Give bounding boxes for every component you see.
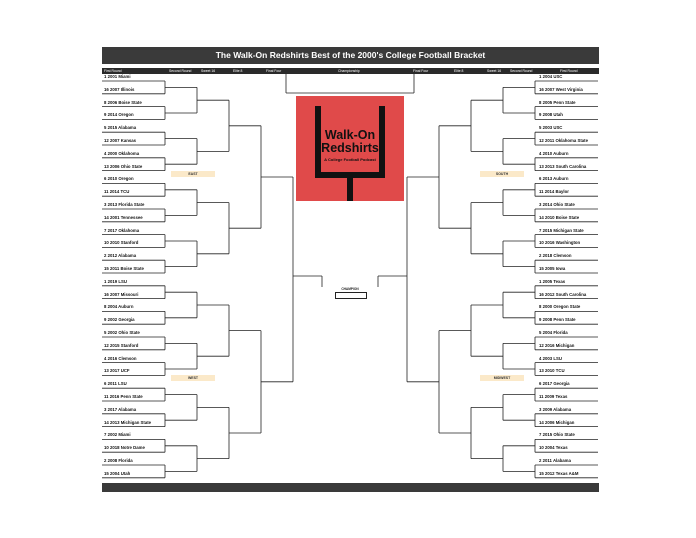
round-label: Sweet 16	[487, 69, 502, 73]
right-team-slot[interactable]: 5 2003 USC	[539, 125, 563, 131]
logo-line-2: Redshirts	[321, 141, 379, 155]
left-team-slot[interactable]: 4 2016 Clemson	[104, 355, 137, 361]
left-team-slot[interactable]: 11 2016 Penn State	[104, 394, 143, 399]
left-team-slot[interactable]: 9 2014 Oregon	[104, 112, 134, 118]
region-label-midwest: MIDWEST	[480, 375, 524, 381]
right-team-slot[interactable]: 7 2015 Ohio State	[539, 432, 575, 438]
logo-line-1: Walk-On	[324, 128, 376, 142]
left-team-slot[interactable]: 13 2017 UCF	[104, 368, 130, 374]
right-team-slot[interactable]: 6 2017 Georgia	[539, 381, 570, 387]
right-team-slot[interactable]: 8 2005 Penn State	[539, 99, 576, 105]
left-team-slot[interactable]: 2 2008 Florida	[104, 458, 133, 463]
left-team-slot[interactable]: 13 2006 Ohio State	[104, 163, 143, 169]
right-team-slot[interactable]: 10 2016 Washington	[539, 240, 581, 246]
left-team-slot[interactable]: 5 2015 Alabama	[104, 125, 137, 131]
left-team-slot[interactable]: 7 2002 Miami	[104, 432, 131, 438]
right-team-slot[interactable]: 2 2011 Alabama	[539, 458, 571, 463]
left-team-slot[interactable]: 6 2011 LSU	[104, 381, 127, 387]
left-team-slot[interactable]: 14 2001 Tennessee	[104, 214, 143, 220]
region-label-south: SOUTH	[480, 171, 524, 177]
right-team-slot[interactable]: 4 2010 Auburn	[539, 150, 569, 156]
left-team-slot[interactable]: 2 2012 Alabama	[104, 253, 137, 259]
right-team-slot[interactable]: 13 2010 TCU	[539, 368, 565, 374]
page-title: The Walk-On Redshirts Best of the 2000's College Football Bracket	[102, 47, 599, 64]
left-team-slot[interactable]: 14 2013 Michigan State	[104, 419, 152, 425]
right-team-slot[interactable]: 9 2008 Utah	[539, 112, 563, 118]
round-label-championship: Championship	[338, 69, 360, 73]
champion-box[interactable]	[335, 292, 367, 299]
right-team-slot[interactable]: 3 2014 Ohio State	[539, 202, 575, 207]
champion-label: CHAMPION	[341, 287, 359, 291]
round-label: First Round	[560, 69, 578, 73]
right-team-slot[interactable]: 14 2010 Boise State	[539, 214, 580, 220]
right-team-slot[interactable]: 5 2004 Florida	[539, 330, 568, 335]
right-team-slot[interactable]: 7 2015 Michigan State	[539, 227, 584, 233]
round-label: Final Four	[413, 69, 429, 73]
left-team-slot[interactable]: 10 2018 Notre Dame	[104, 445, 145, 451]
region-label-east: EAST	[171, 171, 215, 177]
left-team-slot[interactable]: 4 2000 Oklahoma	[104, 150, 140, 156]
round-label: Second Round	[169, 69, 192, 73]
right-team-slot[interactable]: 8 2000 Oregon State	[539, 304, 581, 310]
right-team-slot[interactable]: 11 2009 Texas	[539, 394, 568, 399]
left-team-slot[interactable]: 16 2007 Illinois	[104, 86, 135, 92]
walk-on-redshirts-logo	[296, 96, 404, 201]
left-team-slot[interactable]: 16 2007 Missouri	[104, 291, 139, 297]
right-team-slot[interactable]: 9 2008 Penn State	[539, 317, 576, 323]
left-team-slot[interactable]: 6 2010 Oregon	[104, 176, 134, 182]
round-label: Sweet 16	[201, 69, 216, 73]
right-team-slot[interactable]: 10 2004 Texas	[539, 445, 568, 451]
logo-tagline: A College Football Podcast	[324, 157, 376, 162]
right-team-slot[interactable]: 1 2005 Texas	[539, 278, 566, 284]
left-team-slot[interactable]: 3 2013 Florida State	[104, 202, 145, 207]
round-label: Second Round	[510, 69, 533, 73]
right-team-slot[interactable]: 12 2016 Michigan	[539, 342, 575, 348]
right-team-slot[interactable]: 3 2009 Alabama	[539, 406, 572, 412]
left-team-slot[interactable]: 3 2017 Alabama	[104, 406, 137, 412]
left-team-slot[interactable]: 10 2010 Stanford	[104, 240, 139, 246]
round-label: First Round	[104, 69, 122, 73]
left-team-slot[interactable]: 15 2011 Boise State	[104, 266, 144, 271]
region-label-west: WEST	[171, 375, 215, 381]
right-team-slot[interactable]: 14 2006 Michigan	[539, 419, 575, 425]
footer-bar	[102, 483, 599, 492]
left-team-slot[interactable]: 15 2004 Utah	[104, 470, 131, 476]
right-team-slot[interactable]: 4 2003 LSU	[539, 355, 562, 361]
right-team-slot[interactable]: 15 2005 Iowa	[539, 266, 566, 271]
left-team-slot[interactable]: 9 2002 Georgia	[104, 317, 135, 323]
left-team-slot[interactable]: 12 2015 Stanford	[104, 342, 139, 348]
left-team-slot[interactable]: 7 2017 Oklahoma	[104, 227, 140, 233]
right-team-slot[interactable]: 16 2007 West Virginia	[539, 86, 583, 92]
left-team-slot[interactable]: 5 2002 Ohio State	[104, 330, 140, 335]
right-team-slot[interactable]: 13 2013 South Carolina	[539, 163, 587, 169]
left-team-slot[interactable]: 1 2019 LSU	[104, 278, 127, 284]
round-label: Elite 8	[454, 69, 464, 73]
right-team-slot[interactable]: 11 2014 Baylor	[539, 189, 569, 195]
left-team-slot[interactable]: 12 2007 Kansas	[104, 138, 137, 143]
left-team-slot[interactable]: 1 2001 Miami	[104, 74, 131, 79]
right-team-slot[interactable]: 2 2018 Clemson	[539, 253, 572, 259]
left-team-slot[interactable]: 11 2014 TCU	[104, 189, 130, 195]
right-team-slot[interactable]: 16 2012 South Carolina	[539, 291, 587, 297]
right-team-slot[interactable]: 1 2004 USC	[539, 74, 563, 79]
right-team-slot[interactable]: 6 2013 Auburn	[539, 176, 569, 182]
right-team-slot[interactable]: 15 2012 Texas A&M	[539, 470, 579, 476]
right-team-slot[interactable]: 12 2011 Oklahoma State	[539, 138, 588, 143]
left-team-slot[interactable]: 8 2006 Boise State	[104, 99, 142, 105]
left-team-slot[interactable]: 8 2004 Auburn	[104, 304, 134, 310]
round-label: Elite 8	[233, 69, 243, 73]
round-label: Final Four	[266, 69, 282, 73]
